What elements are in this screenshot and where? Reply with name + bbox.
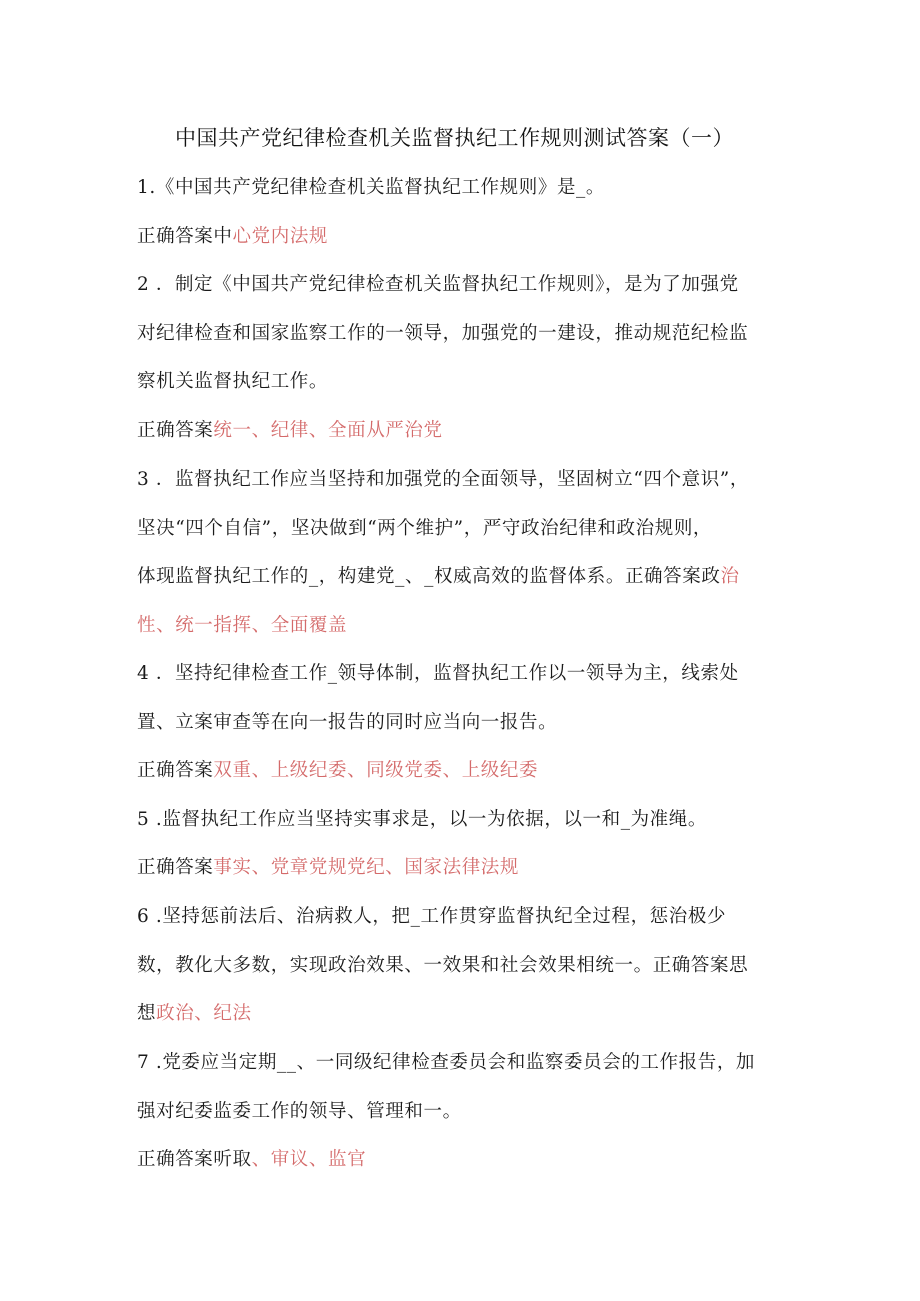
question-6	[137, 893, 797, 1039]
question-text	[137, 553, 797, 602]
answer-line	[137, 747, 797, 796]
answer-line	[137, 844, 797, 893]
question-text: 3 ．监督执纪工作应当坚持和加强党的全面领导，坚固树立“四个意识”，	[137, 469, 749, 490]
answer-line	[137, 407, 797, 456]
question-text: 察机关监督执纪工作。	[137, 371, 329, 392]
answer-highlight: 事实、党章党规党纪、国家法律法规	[213, 857, 520, 878]
page-title: 中国共产党纪律检查机关监督执纪工作规则测试答案（一）	[175, 126, 734, 150]
answer-line	[137, 1136, 797, 1185]
question-7	[137, 1039, 797, 1136]
question-5	[137, 796, 797, 845]
answer-prefix: 正确答案	[137, 857, 214, 878]
question-text-plain: 想	[137, 1003, 157, 1024]
question-text	[137, 990, 797, 1039]
answer-1	[137, 213, 797, 262]
answer-highlight: 、审议、监官	[251, 1149, 367, 1170]
answer-7	[137, 1136, 797, 1185]
question-text: 5 .监督执纪工作应当坚持实事求是，以一为依据，以一和_为准绳。	[137, 809, 707, 830]
answer-prefix: 正确答案	[137, 420, 214, 441]
answer-highlight: 统一、纪律、全面从严治党	[213, 420, 443, 441]
question-text: 2 ．制定《中国共产党纪律检查机关监督执纪工作规则》，是为了加强党	[137, 274, 739, 295]
answer-plain: 中	[213, 226, 233, 247]
question-4	[137, 650, 797, 747]
question-text: 7 .党委应当定期__、一同级纪律检查委员会和监察委员会的工作报告，加	[137, 1052, 756, 1073]
question-3	[137, 456, 797, 650]
question-2	[137, 261, 797, 407]
answer-highlight: 心党内法规	[232, 226, 329, 247]
question-text: 6 .坚持惩前法后、治病救人，把_工作贯穿监督执纪全过程，惩治极少	[137, 906, 727, 927]
answer-prefix: 正确答案	[137, 226, 214, 247]
answer-prefix: 正确答案	[137, 1149, 214, 1170]
answer-2	[137, 407, 797, 456]
answer-highlight: 政治、纪法	[156, 1003, 252, 1024]
question-text: 4 ．坚持纪律检查工作_领导体制，监督执纪工作以一领导为主，线索处	[137, 663, 739, 684]
answer-5	[137, 844, 797, 893]
question-1	[137, 164, 797, 213]
question-text: 数，教化大多数，实现政治效果、一效果和社会效果相统一。正确答案思	[137, 954, 749, 976]
answer-4	[137, 747, 797, 796]
answer-highlight: 治	[720, 566, 740, 587]
question-text: 坚决“四个自信”，坚决做到“两个维护”，严守政治纪律和政治规则，	[137, 517, 713, 539]
answer-prefix: 正确答案	[137, 760, 214, 781]
answer-line	[137, 213, 797, 262]
question-text: 强对纪委监委工作的领导、管理和一。	[137, 1100, 462, 1122]
answer-highlight: 双重、上级纪委、同级党委、上级纪委	[213, 760, 539, 781]
question-text: 置、立案审查等在向一报告的同时应当向一报告。	[137, 711, 558, 733]
question-text-plain: 体现监督执纪工作的_，构建党_、_权威高效的监督体系。正确答案政	[137, 566, 721, 587]
answer-highlight: 性、统一指挥、全面覆盖	[137, 614, 348, 636]
question-text: 对纪律检查和国家监察工作的一领导，加强党的一建设，推动规范纪检监	[137, 322, 749, 344]
question-text: 1.《中国共产党纪律检查机关监督执纪工作规则》是_。	[137, 177, 606, 198]
answer-plain: 听取	[213, 1149, 252, 1170]
